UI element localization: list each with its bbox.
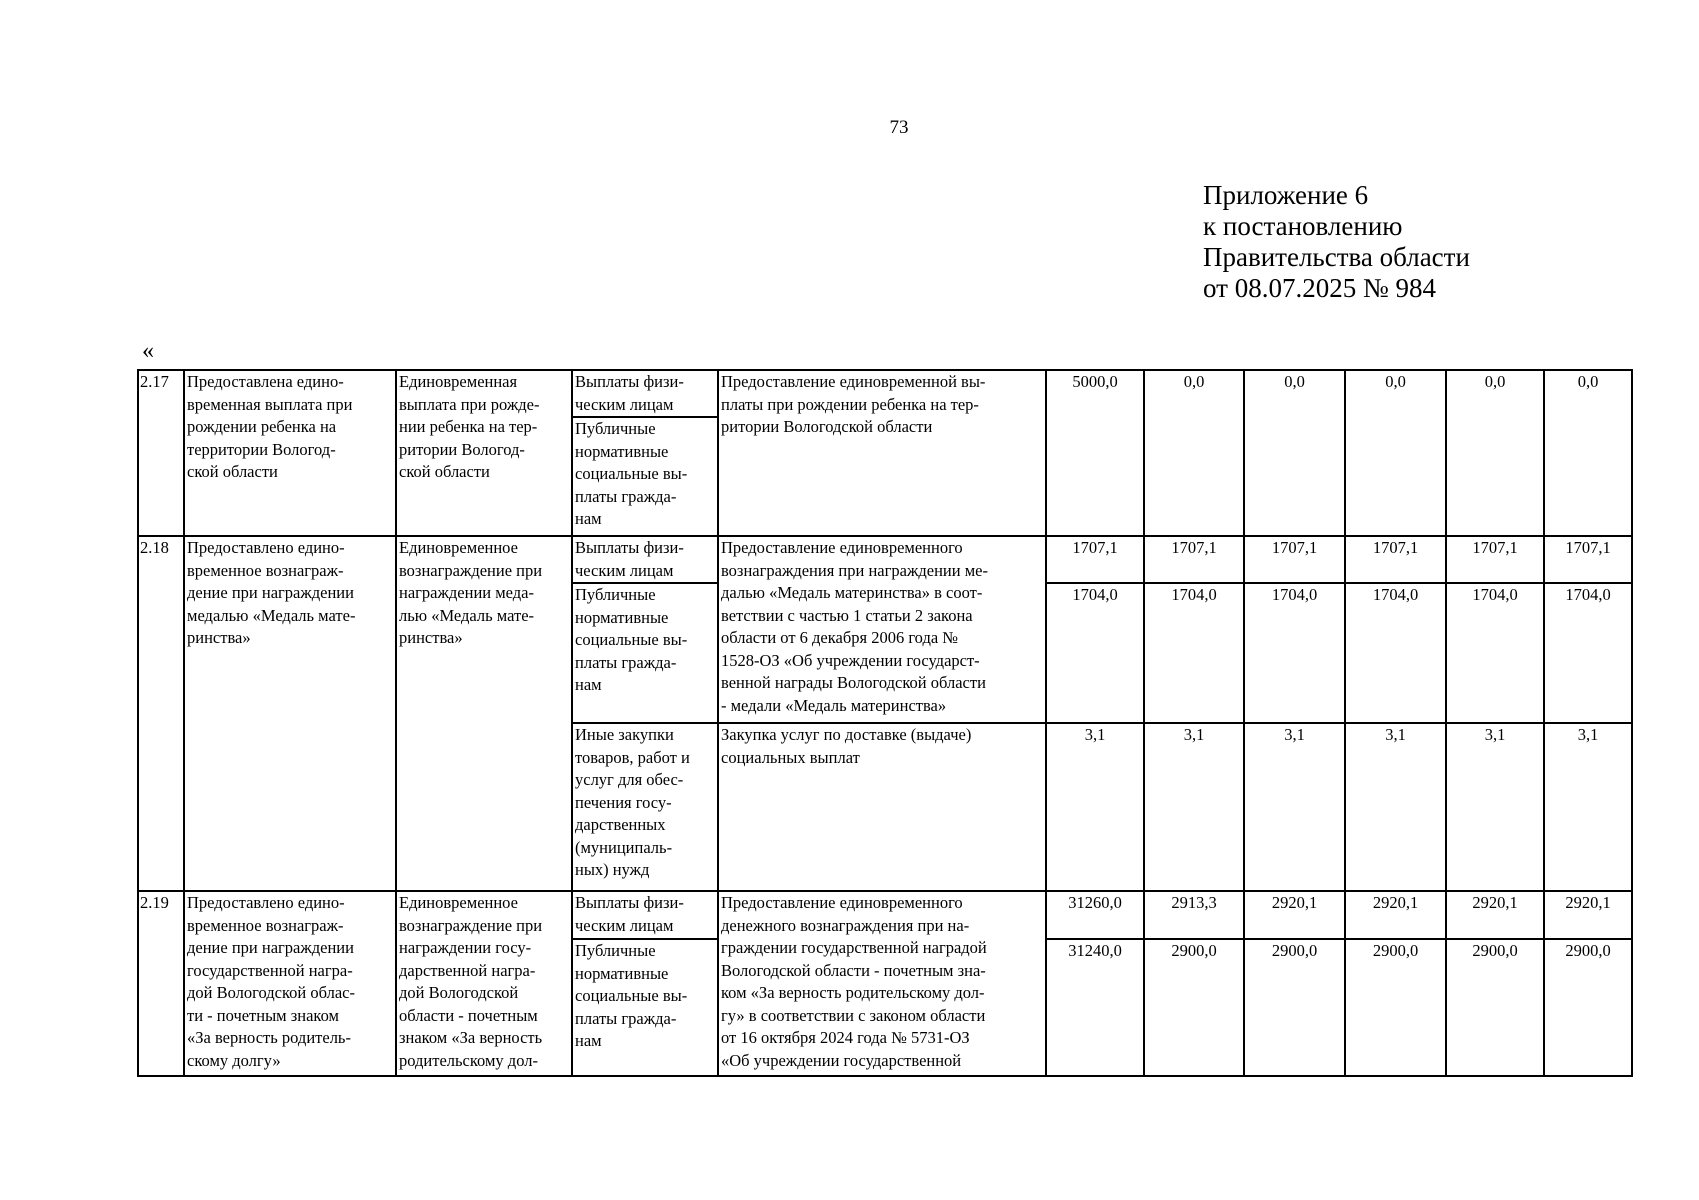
text-line: Публичные (575, 585, 656, 604)
text-line: Закупка услуг по доставке (выдаче) (721, 725, 972, 744)
value-cell: 1704,0 (1046, 583, 1144, 723)
appendix-date-number: от 08.07.2025 № 984 (1203, 273, 1436, 303)
text-line: родительскому дол- (399, 1050, 538, 1070)
text-line: лью «Медаль мате- (399, 605, 535, 625)
text-line: области от 6 декабря 2006 года № (721, 628, 959, 647)
value-cell: 0,0 (1446, 370, 1544, 536)
value-cell: 3,1 (1345, 723, 1446, 891)
value-cell: 1704,0 (1446, 583, 1544, 723)
value-cell: 0,0 (1144, 370, 1244, 536)
text-line: гу» в соответствии с законом области (721, 1005, 986, 1025)
text-line: нам (575, 509, 602, 528)
description-cell (718, 370, 1046, 536)
text-line: награждении госу- (399, 938, 532, 957)
measure-cell (396, 891, 572, 1076)
text-line: платы гражда- (575, 1008, 677, 1028)
text-line: социальные вы- (575, 464, 688, 483)
text-line: от 16 октября 2024 года № 5731-ОЗ (721, 1028, 970, 1047)
text-line: Выплаты физи- (575, 893, 684, 912)
value-cell: 1707,1 (1345, 536, 1446, 583)
text-line: области - почетным (399, 1005, 538, 1025)
value-cell: 2920,1 (1446, 891, 1544, 939)
text-line: вознаграждение при (399, 915, 543, 935)
value-cell: 1704,0 (1244, 583, 1345, 723)
text-line: нормативные (575, 607, 669, 627)
text-line: Единовременная (399, 372, 518, 391)
text-line: ринства» (399, 628, 463, 647)
text-line: скому долгу» (187, 1050, 281, 1070)
text-line: Выплаты физи- (575, 372, 684, 391)
text-line: ческим лицам (575, 915, 674, 935)
text-line: вознаграждения при награждении ме- (721, 560, 988, 580)
value-cell: 3,1 (1446, 723, 1544, 891)
value-cell: 2920,1 (1345, 891, 1446, 939)
text-line: ком «За верность родительскому дол- (721, 983, 985, 1002)
expense-type-a (573, 371, 717, 418)
text-line: услуг для обес- (575, 770, 684, 789)
table-row (138, 536, 1632, 583)
expense-type-a (572, 536, 718, 583)
opening-quote-mark: « (142, 338, 154, 364)
text-line: нормативные (575, 441, 669, 461)
text-line: дарственных (575, 815, 666, 834)
value-cell: 3,1 (1144, 723, 1244, 891)
text-line: дарственной награ- (399, 960, 536, 980)
text-line: печения госу- (575, 792, 672, 812)
expense-type-b (572, 583, 718, 723)
text-line: ных) нужд (575, 860, 650, 879)
row-code: 2.19 (138, 891, 184, 1076)
text-line: нормативные (575, 963, 669, 983)
table-row (138, 370, 1632, 536)
text-line: платы гражда- (575, 486, 677, 506)
text-line: Единовременное (399, 538, 518, 557)
text-line: платы гражда- (575, 652, 677, 672)
text-line: дой Вологодской (399, 983, 519, 1002)
text-line: дение при награждении (187, 583, 354, 602)
text-line: платы при рождении ребенка на тер- (721, 394, 979, 414)
text-line: ветствии с частью 1 статьи 2 закона (721, 605, 973, 625)
text-line: Предоставлено едино- (187, 538, 345, 557)
text-line: ческим лицам (575, 394, 674, 414)
row-code: 2.17 (138, 370, 184, 536)
text-line: ти - почетным знаком (187, 1005, 339, 1025)
value-cell: 2913,3 (1144, 891, 1244, 939)
text-line: Вологодской области - почетным зна- (721, 960, 986, 980)
text-line: ской области (187, 462, 278, 481)
text-line: Предоставлена едино- (187, 372, 344, 391)
description-cell (718, 536, 1046, 723)
result-cell (184, 536, 396, 891)
text-line: временная выплата при (187, 394, 353, 414)
value-cell: 0,0 (1244, 370, 1345, 536)
value-cell: 2920,1 (1544, 891, 1632, 939)
value-cell: 3,1 (1544, 723, 1632, 891)
text-line: Выплаты физи- (575, 538, 684, 557)
value-cell: 1707,1 (1244, 536, 1345, 583)
text-line: Публичные (575, 941, 656, 960)
text-line: Иные закупки (575, 725, 674, 744)
value-cell: 3,1 (1046, 723, 1144, 891)
text-line: ской области (399, 462, 490, 481)
text-line: медалью «Медаль мате- (187, 605, 356, 625)
expense-type-b (572, 939, 718, 1076)
value-cell: 1704,0 (1144, 583, 1244, 723)
text-line: нам (575, 675, 602, 694)
result-cell (184, 891, 396, 1076)
expense-type-a (572, 891, 718, 939)
text-line: знаком «За верность (399, 1028, 543, 1047)
text-line: Предоставление единовременной вы- (721, 372, 986, 391)
row-code: 2.18 (138, 536, 184, 891)
text-line: рождении ребенка на (187, 417, 337, 436)
value-cell: 2900,0 (1446, 939, 1544, 1076)
page-number: 73 (889, 117, 909, 138)
text-line: Предоставлено едино- (187, 893, 345, 912)
text-line: «За верность родитель- (187, 1028, 351, 1047)
value-cell: 1704,0 (1345, 583, 1446, 723)
expense-type-c (572, 723, 718, 891)
text-line: ритории Вологодской области (721, 417, 933, 436)
text-line: территории Вологод- (187, 439, 336, 459)
text-line: Предоставление единовременного (721, 538, 963, 557)
expense-type-cell (572, 370, 718, 536)
text-line: «Об учреждении государственной (721, 1050, 962, 1070)
text-line: вознаграждение при (399, 560, 543, 580)
text-line: Предоставление единовременного (721, 893, 963, 912)
value-cell: 1707,1 (1544, 536, 1632, 583)
text-line: ческим лицам (575, 560, 674, 580)
value-cell: 2900,0 (1345, 939, 1446, 1076)
text-line: нии ребенка на тер- (399, 417, 538, 436)
value-cell: 2900,0 (1244, 939, 1345, 1076)
appendix-header (1203, 180, 1470, 304)
result-cell (184, 370, 396, 536)
text-line: денежного вознаграждения при на- (721, 915, 970, 935)
value-cell: 1707,1 (1046, 536, 1144, 583)
text-line: социальные вы- (575, 986, 688, 1005)
appendix-government: Правительства области (1203, 242, 1470, 272)
budget-table (137, 369, 1633, 1077)
value-cell: 0,0 (1544, 370, 1632, 536)
text-line: товаров, работ и (575, 747, 690, 767)
description-cell (718, 891, 1046, 1076)
appendix-title: Приложение 6 (1203, 180, 1369, 210)
text-line: 1528-ОЗ «Об учреждении государст- (721, 650, 980, 670)
text-line: Единовременное (399, 893, 518, 912)
text-line: Публичные (575, 419, 656, 438)
text-line: ритории Вологод- (399, 439, 525, 459)
value-cell: 0,0 (1345, 370, 1446, 536)
value-cell: 5000,0 (1046, 370, 1144, 536)
value-cell: 31240,0 (1046, 939, 1144, 1076)
value-cell: 2900,0 (1144, 939, 1244, 1076)
text-line: дой Вологодской облас- (187, 983, 355, 1002)
value-cell: 3,1 (1244, 723, 1345, 891)
table-row (138, 891, 1632, 939)
value-cell: 1707,1 (1144, 536, 1244, 583)
text-line: социальных выплат (721, 747, 860, 767)
value-cell: 1707,1 (1446, 536, 1544, 583)
text-line: - медали «Медаль материнства» (721, 695, 947, 715)
text-line: государственной награ- (187, 960, 353, 980)
appendix-to-resolution: к постановлению (1203, 211, 1403, 241)
text-line: нам (575, 1031, 602, 1050)
text-line: венной награды Вологодской области (721, 673, 986, 692)
measure-cell (396, 536, 572, 891)
text-line: ринства» (187, 628, 251, 647)
value-cell: 1704,0 (1544, 583, 1632, 723)
value-cell: 2900,0 (1544, 939, 1632, 1076)
text-line: временное вознаграж- (187, 560, 344, 580)
description-cell (718, 723, 1046, 891)
text-line: награждении меда- (399, 583, 534, 602)
text-line: социальные вы- (575, 630, 688, 649)
text-line: временное вознаграж- (187, 915, 344, 935)
text-line: дение при награждении (187, 938, 354, 957)
value-cell: 2920,1 (1244, 891, 1345, 939)
text-line: (муниципаль- (575, 837, 673, 857)
expense-type-b (573, 418, 717, 531)
measure-cell (396, 370, 572, 536)
text-line: граждении государственной наградой (721, 938, 987, 957)
text-line: выплата при рожде- (399, 394, 540, 414)
text-line: далью «Медаль материнства» в соот- (721, 583, 983, 602)
value-cell: 31260,0 (1046, 891, 1144, 939)
